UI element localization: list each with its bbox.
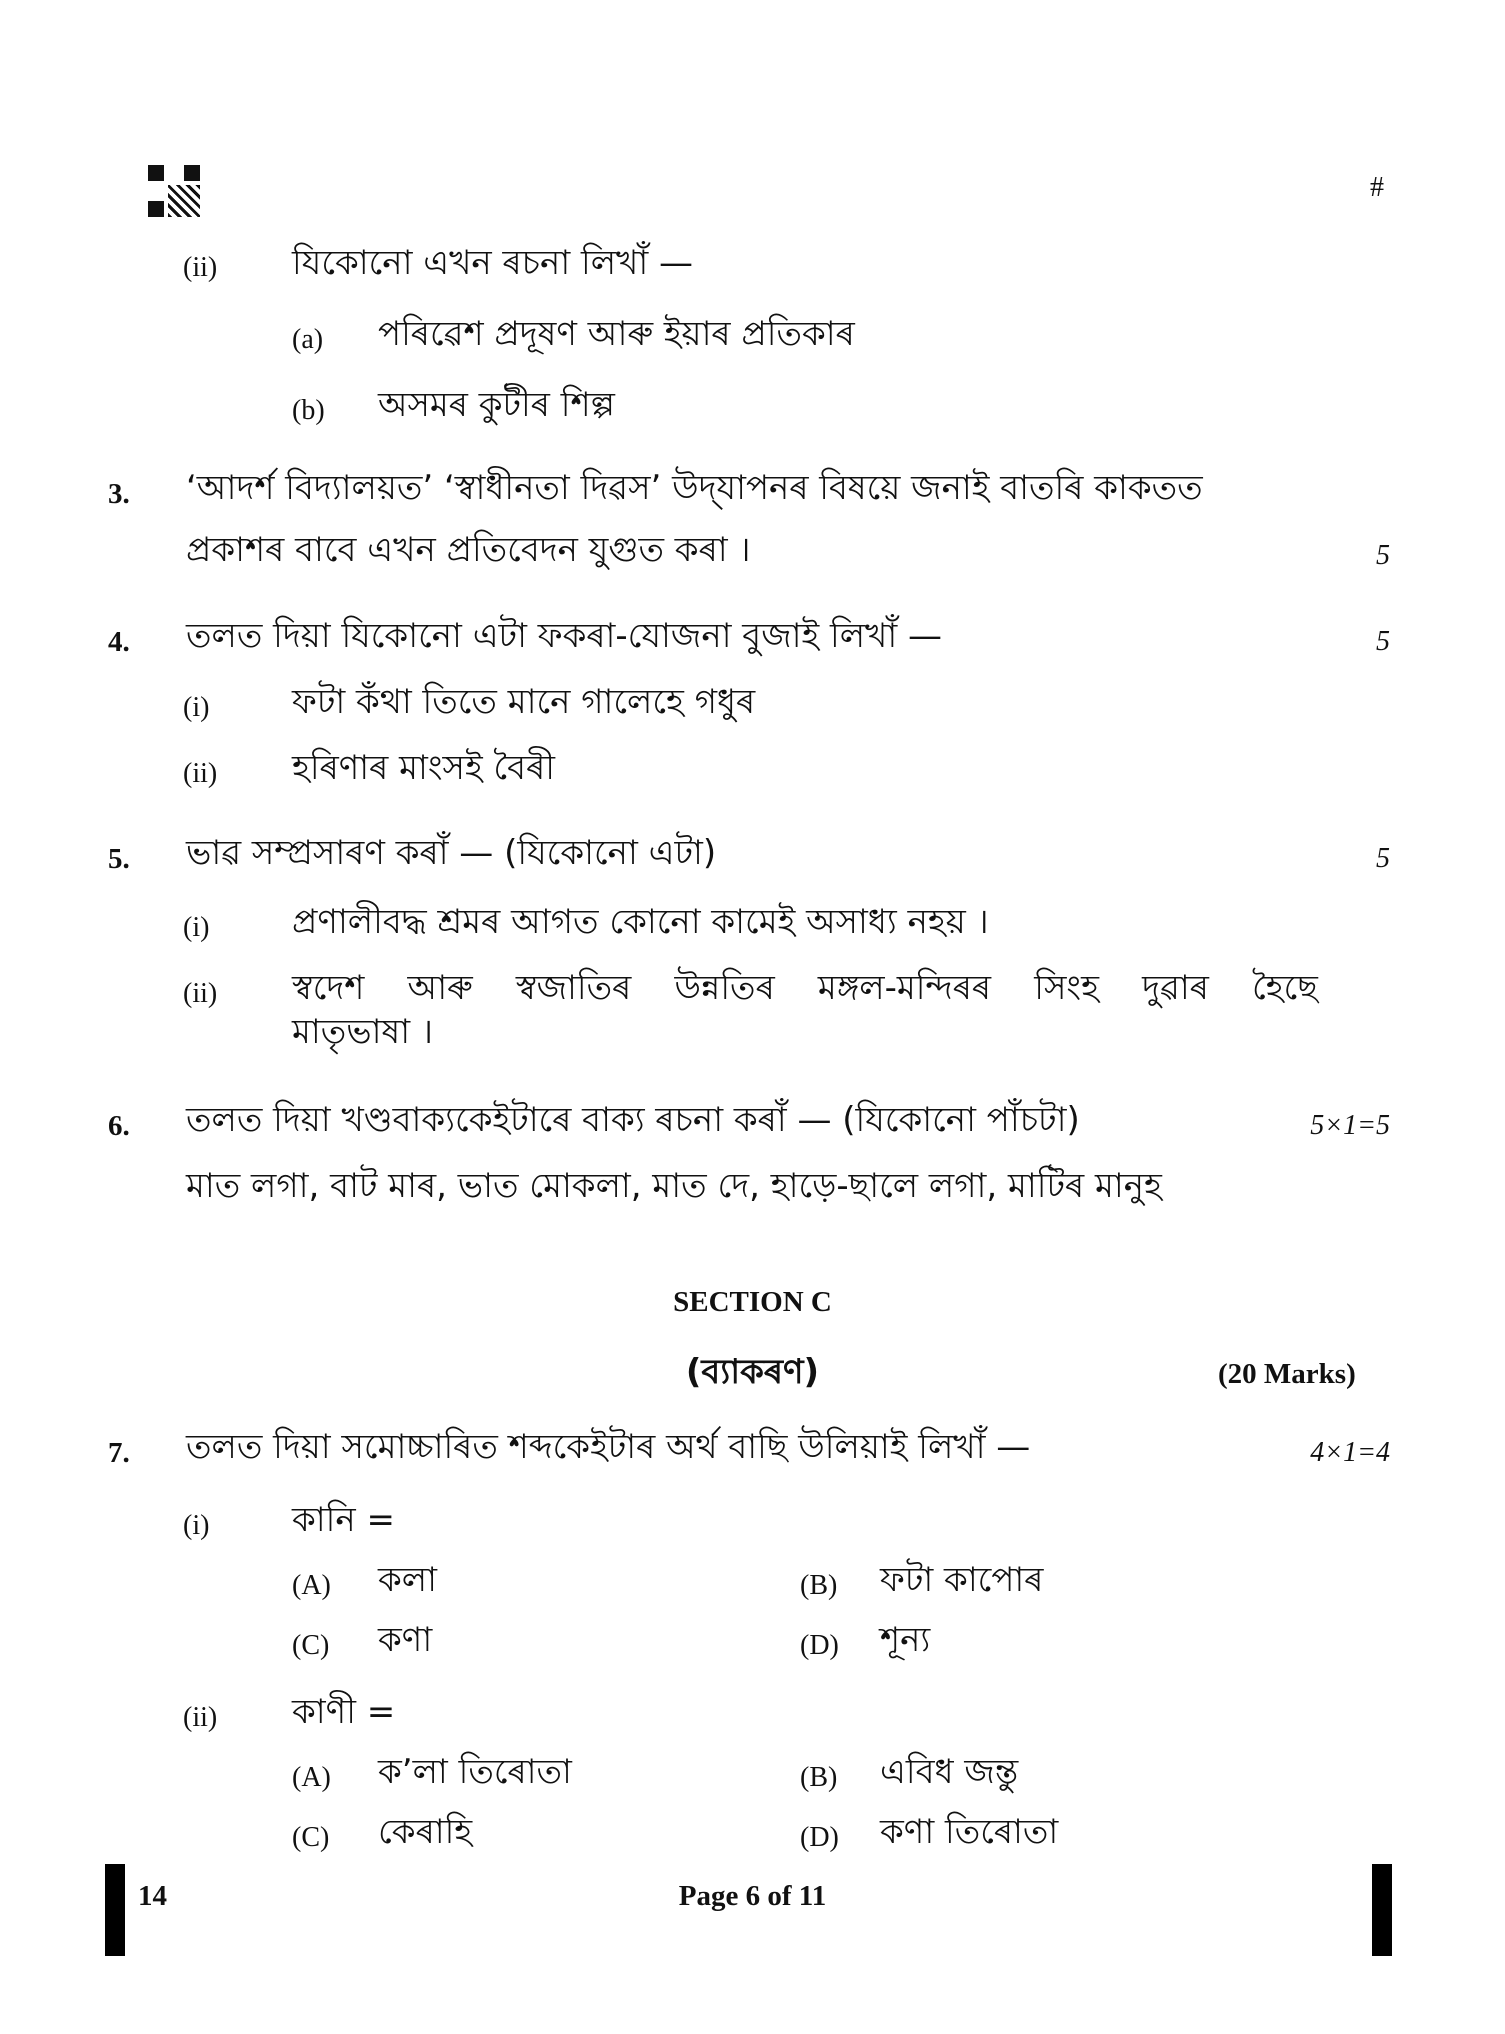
subq-label: (ii) (183, 252, 218, 283)
question-text: তলত দিয়া খণ্ডবাক্যকেইটাৰে বাক্য ৰচনা কৰাঁ — (যিকোনো পাঁচটা) (186, 1100, 1080, 1140)
item-text: ফটা কঁথা তিতে মানে গালেহে গধুৰ (292, 682, 756, 722)
question-marks: 5 (1376, 626, 1390, 657)
word: উন্নতিৰ (674, 968, 775, 1008)
option-label: (A) (292, 1570, 331, 1601)
word: হৈছে (1252, 968, 1318, 1008)
question-text: তলত দিয়া সমোচ্চাৰিত শব্দকেইটাৰ অৰ্থ বাছি উলিয়াই লিখাঁ — (186, 1427, 1031, 1467)
item-text: প্ৰণালীবদ্ধ শ্ৰমৰ আগত কোনো কামেই অসাধ্য নহয় । (292, 902, 989, 942)
item-word: কাণী = (292, 1692, 396, 1732)
page-number: Page 6 of 11 (678, 1880, 827, 1912)
word: স্বজাতিৰ (515, 968, 632, 1008)
option-text: শূন্য (880, 1620, 931, 1660)
option-label: (D) (800, 1822, 839, 1853)
item-label: (i) (183, 912, 210, 943)
phrase-list: মাত লগা, বাট মাৰ, ভাত মোকলা, মাত দে, হাড়ে-ছালে লগা, মাটিৰ মানুহ (186, 1166, 1162, 1206)
option-text: কণা তিৰোতা (880, 1812, 1059, 1852)
question-marks: 5×1=5 (1310, 1110, 1390, 1141)
footer-right-bar (1372, 1864, 1392, 1956)
option-label: (C) (292, 1630, 330, 1661)
question-marks: 5 (1376, 540, 1390, 571)
section-marks: (20 Marks) (1218, 1358, 1356, 1390)
question-marks: 4×1=4 (1310, 1437, 1390, 1468)
option-text: কলা (378, 1560, 437, 1600)
section-subtitle: (ব্যাকৰণ) (685, 1352, 820, 1392)
item-label: (ii) (183, 758, 218, 789)
word: সিংহ (1034, 968, 1099, 1008)
item-label: (i) (183, 692, 210, 723)
item-text: হৰিণাৰ মাংসই বৈৰী (292, 748, 555, 788)
question-number: 6. (108, 1110, 130, 1142)
word: স্বদেশ (292, 968, 365, 1008)
subq-text: যিকোনো এখন ৰচনা লিখাঁ — (292, 243, 694, 283)
item-label: (ii) (183, 1702, 218, 1733)
qr-code-icon (148, 165, 200, 217)
word: দুৱাৰ (1142, 968, 1209, 1008)
question-text: ‘আদৰ্শ বিদ্যালয়ত’ ‘স্বাধীনতা দিৱস’ উদ্‌যাপনৰ বিষয়ে জনাই বাতৰি কাকতত (186, 468, 1203, 508)
question-text: তলত দিয়া যিকোনো এটা ফকৰা-যোজনা বুজাই লিখাঁ — (186, 616, 943, 656)
option-text: কেৰাহি (378, 1812, 473, 1852)
item-text: মাতৃভাষা । (292, 1012, 434, 1052)
option-label: (C) (292, 1822, 330, 1853)
item-word: কানি = (292, 1500, 395, 1540)
corner-symbol: # (1370, 172, 1384, 203)
footer-code: 14 (138, 1880, 167, 1912)
question-text: ভাৱ সম্প্ৰসাৰণ কৰাঁ — (যিকোনো এটা) (186, 833, 717, 873)
question-number: 7. (108, 1437, 130, 1469)
option-label: (b) (292, 395, 325, 426)
option-label: (D) (800, 1630, 839, 1661)
item-label: (ii) (183, 978, 218, 1009)
option-label: (B) (800, 1762, 838, 1793)
option-text: পৰিৱেশ প্ৰদূষণ আৰু ইয়াৰ প্ৰতিকাৰ (378, 314, 855, 354)
option-text: এবিধ জন্তু (880, 1752, 1019, 1792)
option-label: (a) (292, 324, 324, 355)
option-text: কণা (378, 1620, 433, 1660)
item-label: (i) (183, 1510, 210, 1541)
section-title: SECTION C (673, 1286, 832, 1318)
option-label: (B) (800, 1570, 838, 1601)
question-text: প্ৰকাশৰ বাবে এখন প্ৰতিবেদন যুগুত কৰা । (186, 530, 751, 570)
option-label: (A) (292, 1762, 331, 1793)
item-text-justified (292, 968, 1318, 1009)
word: মঙ্গল-মন্দিৰৰ (817, 968, 992, 1008)
option-text: ক’লা তিৰোতা (378, 1752, 572, 1792)
question-marks: 5 (1376, 843, 1390, 874)
question-number: 4. (108, 626, 130, 658)
question-number: 5. (108, 843, 130, 875)
word: আৰু (407, 968, 473, 1008)
question-number: 3. (108, 478, 130, 510)
option-text: ফটা কাপোৰ (880, 1560, 1044, 1600)
option-text: অসমৰ কুটীৰ শিল্প (378, 385, 615, 425)
